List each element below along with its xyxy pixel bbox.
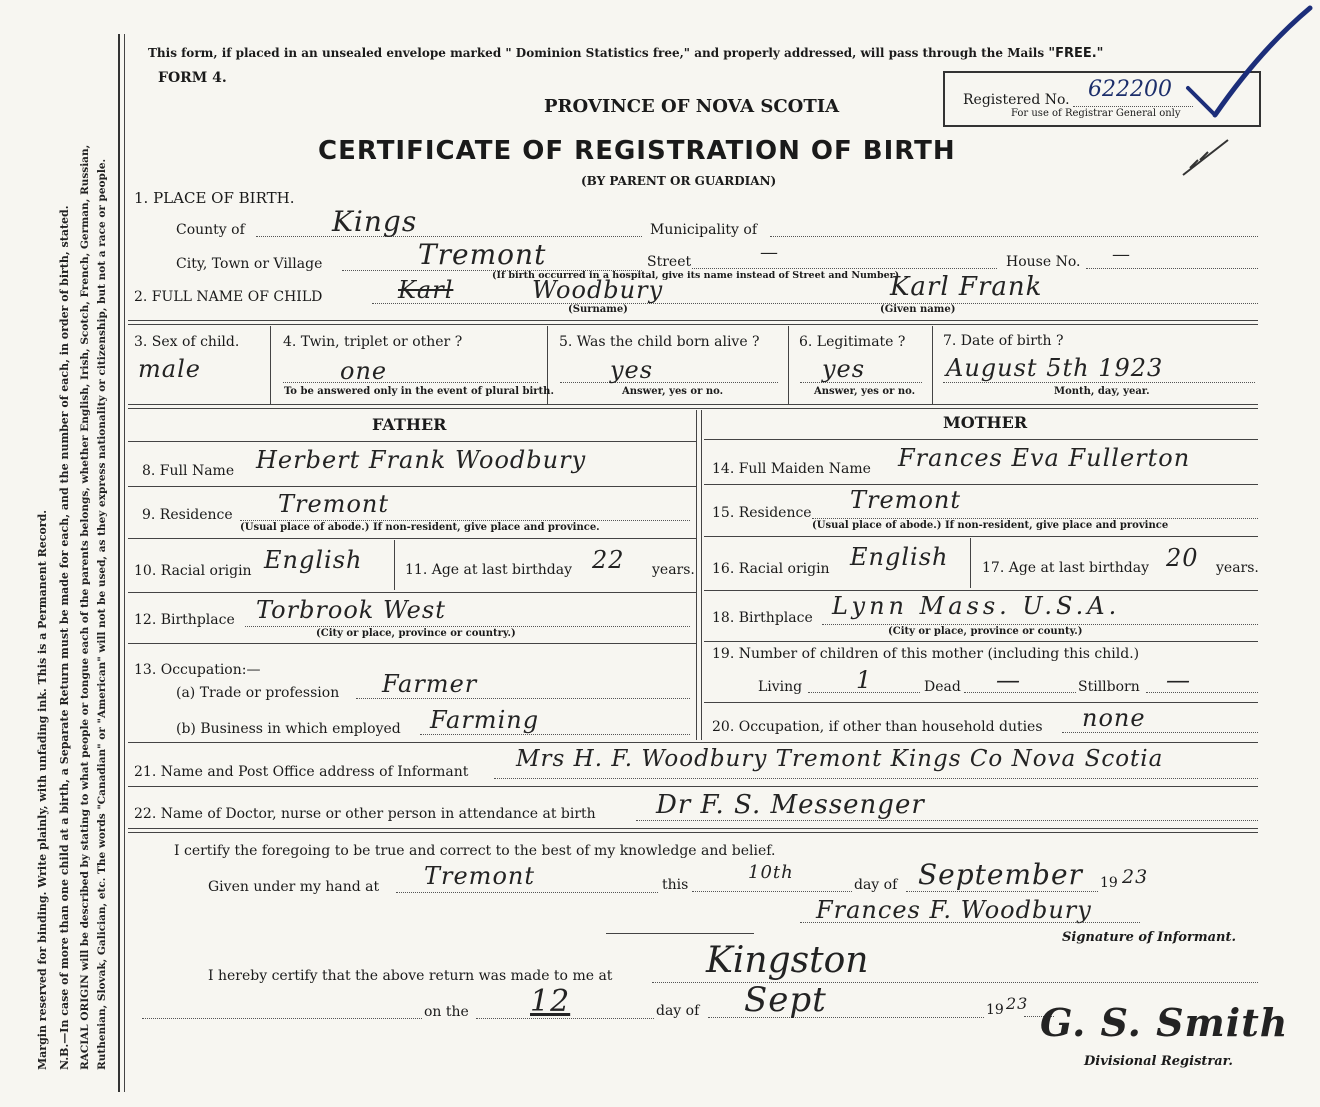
binding-rule-inner [124,34,125,1092]
twin-label: 4. Twin, triplet or other ? [283,334,463,350]
father-trade-label: (a) Trade or profession [176,685,340,701]
mother-occupation-label: 20. Occupation, if other than household duties [712,719,1043,735]
mother-age-label: 17. Age at last birthday [982,560,1150,576]
registrar-on-the-label: on the [424,1004,469,1020]
mother-birthplace-note: (City or place, province or county.) [888,626,1083,637]
mother-heading: MOTHER [943,413,1028,432]
this-label: this [662,877,689,893]
stillborn-label: Stillborn [1078,679,1140,695]
city-value: Tremont [418,238,547,271]
twin-value: one [340,357,388,385]
dob-note: Month, day, year. [1054,386,1150,397]
mother-residence-note: (Usual place of abode.) If non-resident, give place and province [812,520,1169,531]
sex-value: male [138,355,201,383]
registrar-caption: Divisional Registrar. [1084,1054,1233,1069]
legitimate-label: 6. Legitimate ? [799,334,906,350]
living-value: 1 [856,666,873,694]
stillborn-value: — [1166,666,1191,694]
given-day-of-label: day of [854,877,898,893]
father-trade-value: Farmer [382,670,478,698]
father-birthplace-label: 12. Birthplace [134,612,235,628]
father-birthplace-note: (City or place, province or country.) [316,628,516,639]
province-heading: PROVINCE OF NOVA SCOTIA [544,96,840,117]
sex-label: 3. Sex of child. [134,334,240,350]
registrar-year-prefix: 19 [986,1002,1004,1018]
registrar-signature: G. S. Smith [1040,1000,1289,1045]
child-surname: Woodbury [532,276,664,304]
dead-value: — [996,666,1021,694]
county-value: Kings [332,205,418,238]
father-age-label: 11. Age at last birthday [405,562,573,578]
mother-racial-label: 16. Racial origin [712,561,830,577]
mother-name-label: 14. Full Maiden Name [712,461,871,477]
registrar-note: For use of Registrar General only [1011,108,1181,119]
registered-no-value: 622200 [1088,77,1172,102]
mother-occupation-value: none [1082,704,1146,732]
informant-value: Mrs H. F. Woodbury Tremont Kings Co Nova Scotia [516,746,1164,772]
father-racial-label: 10. Racial origin [134,563,252,579]
mother-years-label: years. [1216,560,1259,576]
child-name-label: 2. FULL NAME OF CHILD [134,289,323,305]
dead-label: Dead [924,679,961,695]
father-occupation-label: 13. Occupation:— [134,662,261,678]
father-business-label: (b) Business in which employed [176,721,401,737]
twin-note: To be answered only in the event of plural birth. [284,386,554,397]
pencil-mark-icon [1178,130,1238,180]
father-heading: FATHER [372,415,447,434]
registrar-year-value: 23 [1006,994,1029,1013]
house-label: House No. [1006,254,1081,270]
given-place-value: Tremont [424,862,535,890]
father-residence-note: (Usual place of abode.) If non-resident, give place and province. [240,522,600,533]
registrar-statement: I hereby certify that the above return was made to me at [208,968,613,984]
given-day-value: 10th [748,862,794,883]
father-racial-value: English [264,546,363,574]
mail-notice: This form, if placed in an unsealed envelope marked " Dominion Statistics free," and properly addressed, will pass through the Mails "FREE." [148,46,1104,61]
mother-residence-value: Tremont [850,486,961,514]
street-label: Street [647,254,692,270]
street-value: — [760,242,779,263]
given-under-label: Given under my hand at [208,879,380,895]
born-alive-label: 5. Was the child born alive ? [559,334,760,350]
dob-label: 7. Date of birth ? [943,333,1064,349]
doctor-value: Dr F. S. Messenger [656,790,925,820]
dob-value: August 5th 1923 [946,354,1164,382]
given-year-prefix: 19 [1100,875,1118,891]
place-of-birth-heading: 1. PLACE OF BIRTH. [134,189,295,207]
father-name-label: 8. Full Name [142,463,235,479]
informant-label: 21. Name and Post Office address of Informant [134,764,469,780]
mother-birthplace-label: 18. Birthplace [712,610,813,626]
legitimate-value: yes [822,355,866,383]
given-name-caption: (Given name) [880,304,956,315]
father-residence-label: 9. Residence [142,507,233,523]
father-age-value: 22 [592,546,625,574]
hospital-note: (If birth occurred in a hospital, give its name instead of Street and Number) [492,270,900,281]
registrar-day-of-label: day of [656,1003,700,1019]
father-birthplace-value: Torbrook West [256,596,446,624]
father-years-label: years. [652,562,695,578]
mother-children-label: 19. Number of children of this mother (including this child.) [712,646,1140,662]
city-label: City, Town or Village [176,256,323,272]
page-title: CERTIFICATE OF REGISTRATION OF BIRTH [318,136,956,166]
legitimate-note: Answer, yes or no. [814,386,916,397]
father-name-value: Herbert Frank Woodbury [256,446,587,474]
given-month-value: September [918,858,1083,891]
mother-name-value: Frances Eva Fullerton [898,444,1191,472]
child-given-name: Karl Frank [890,272,1043,302]
municipality-label: Municipality of [650,222,758,238]
margin-note-2: N.B.—In case of more than one child at a birth, a Separate Return must be made for each, and the number of each, in order of birth, stated. [58,205,71,1070]
father-business-value: Farming [430,706,540,734]
registered-no-label: Registered No. [963,92,1070,108]
binding-rule [118,34,120,1092]
surname-caption: (Surname) [568,304,628,315]
margin-note-1: Margin reserved for binding. Write plainly, with unfading ink. This is a Permanent Record. [36,509,49,1070]
county-label: County of [176,222,245,238]
informant-signature-caption: Signature of Informant. [1062,930,1236,945]
house-value: — [1112,244,1131,265]
born-alive-note: Answer, yes or no. [622,386,724,397]
doctor-label: 22. Name of Doctor, nurse or other person in attendance at birth [134,806,596,822]
margin-note-4: Ruthenian, Slovak, Galician, etc. The words "Canadian" or "American" will not be used, as they express nationality or citizenship, but not a race or people. [96,158,108,1070]
mother-racial-value: English [850,543,949,571]
living-label: Living [758,679,803,695]
registrar-month-value: Sept [744,980,827,1020]
form-number: FORM 4. [158,70,227,86]
registrar-day-value: 12 [530,984,571,1019]
mother-age-value: 20 [1166,544,1199,572]
given-year-value: 23 [1122,866,1149,888]
child-name-struck: Karl [398,276,454,304]
informant-signature: Frances F. Woodbury [816,896,1092,924]
father-residence-value: Tremont [278,490,389,518]
registrar-place-value: Kingston [706,940,869,981]
certification-statement: I certify the foregoing to be true and correct to the best of my knowledge and belief. [174,843,776,859]
margin-note-3: RACIAL ORIGIN will be described by stating to what people or tongue each of the parents belongs, whether English, Irish, Scotch, French, German, Russian, [79,144,91,1070]
mother-birthplace-value: Lynn Mass. U.S.A. [832,592,1121,620]
page-subtitle: (BY PARENT OR GUARDIAN) [581,174,777,188]
mother-residence-label: 15. Residence [712,505,812,521]
checkmark-icon [1170,0,1320,130]
born-alive-value: yes [610,356,654,384]
